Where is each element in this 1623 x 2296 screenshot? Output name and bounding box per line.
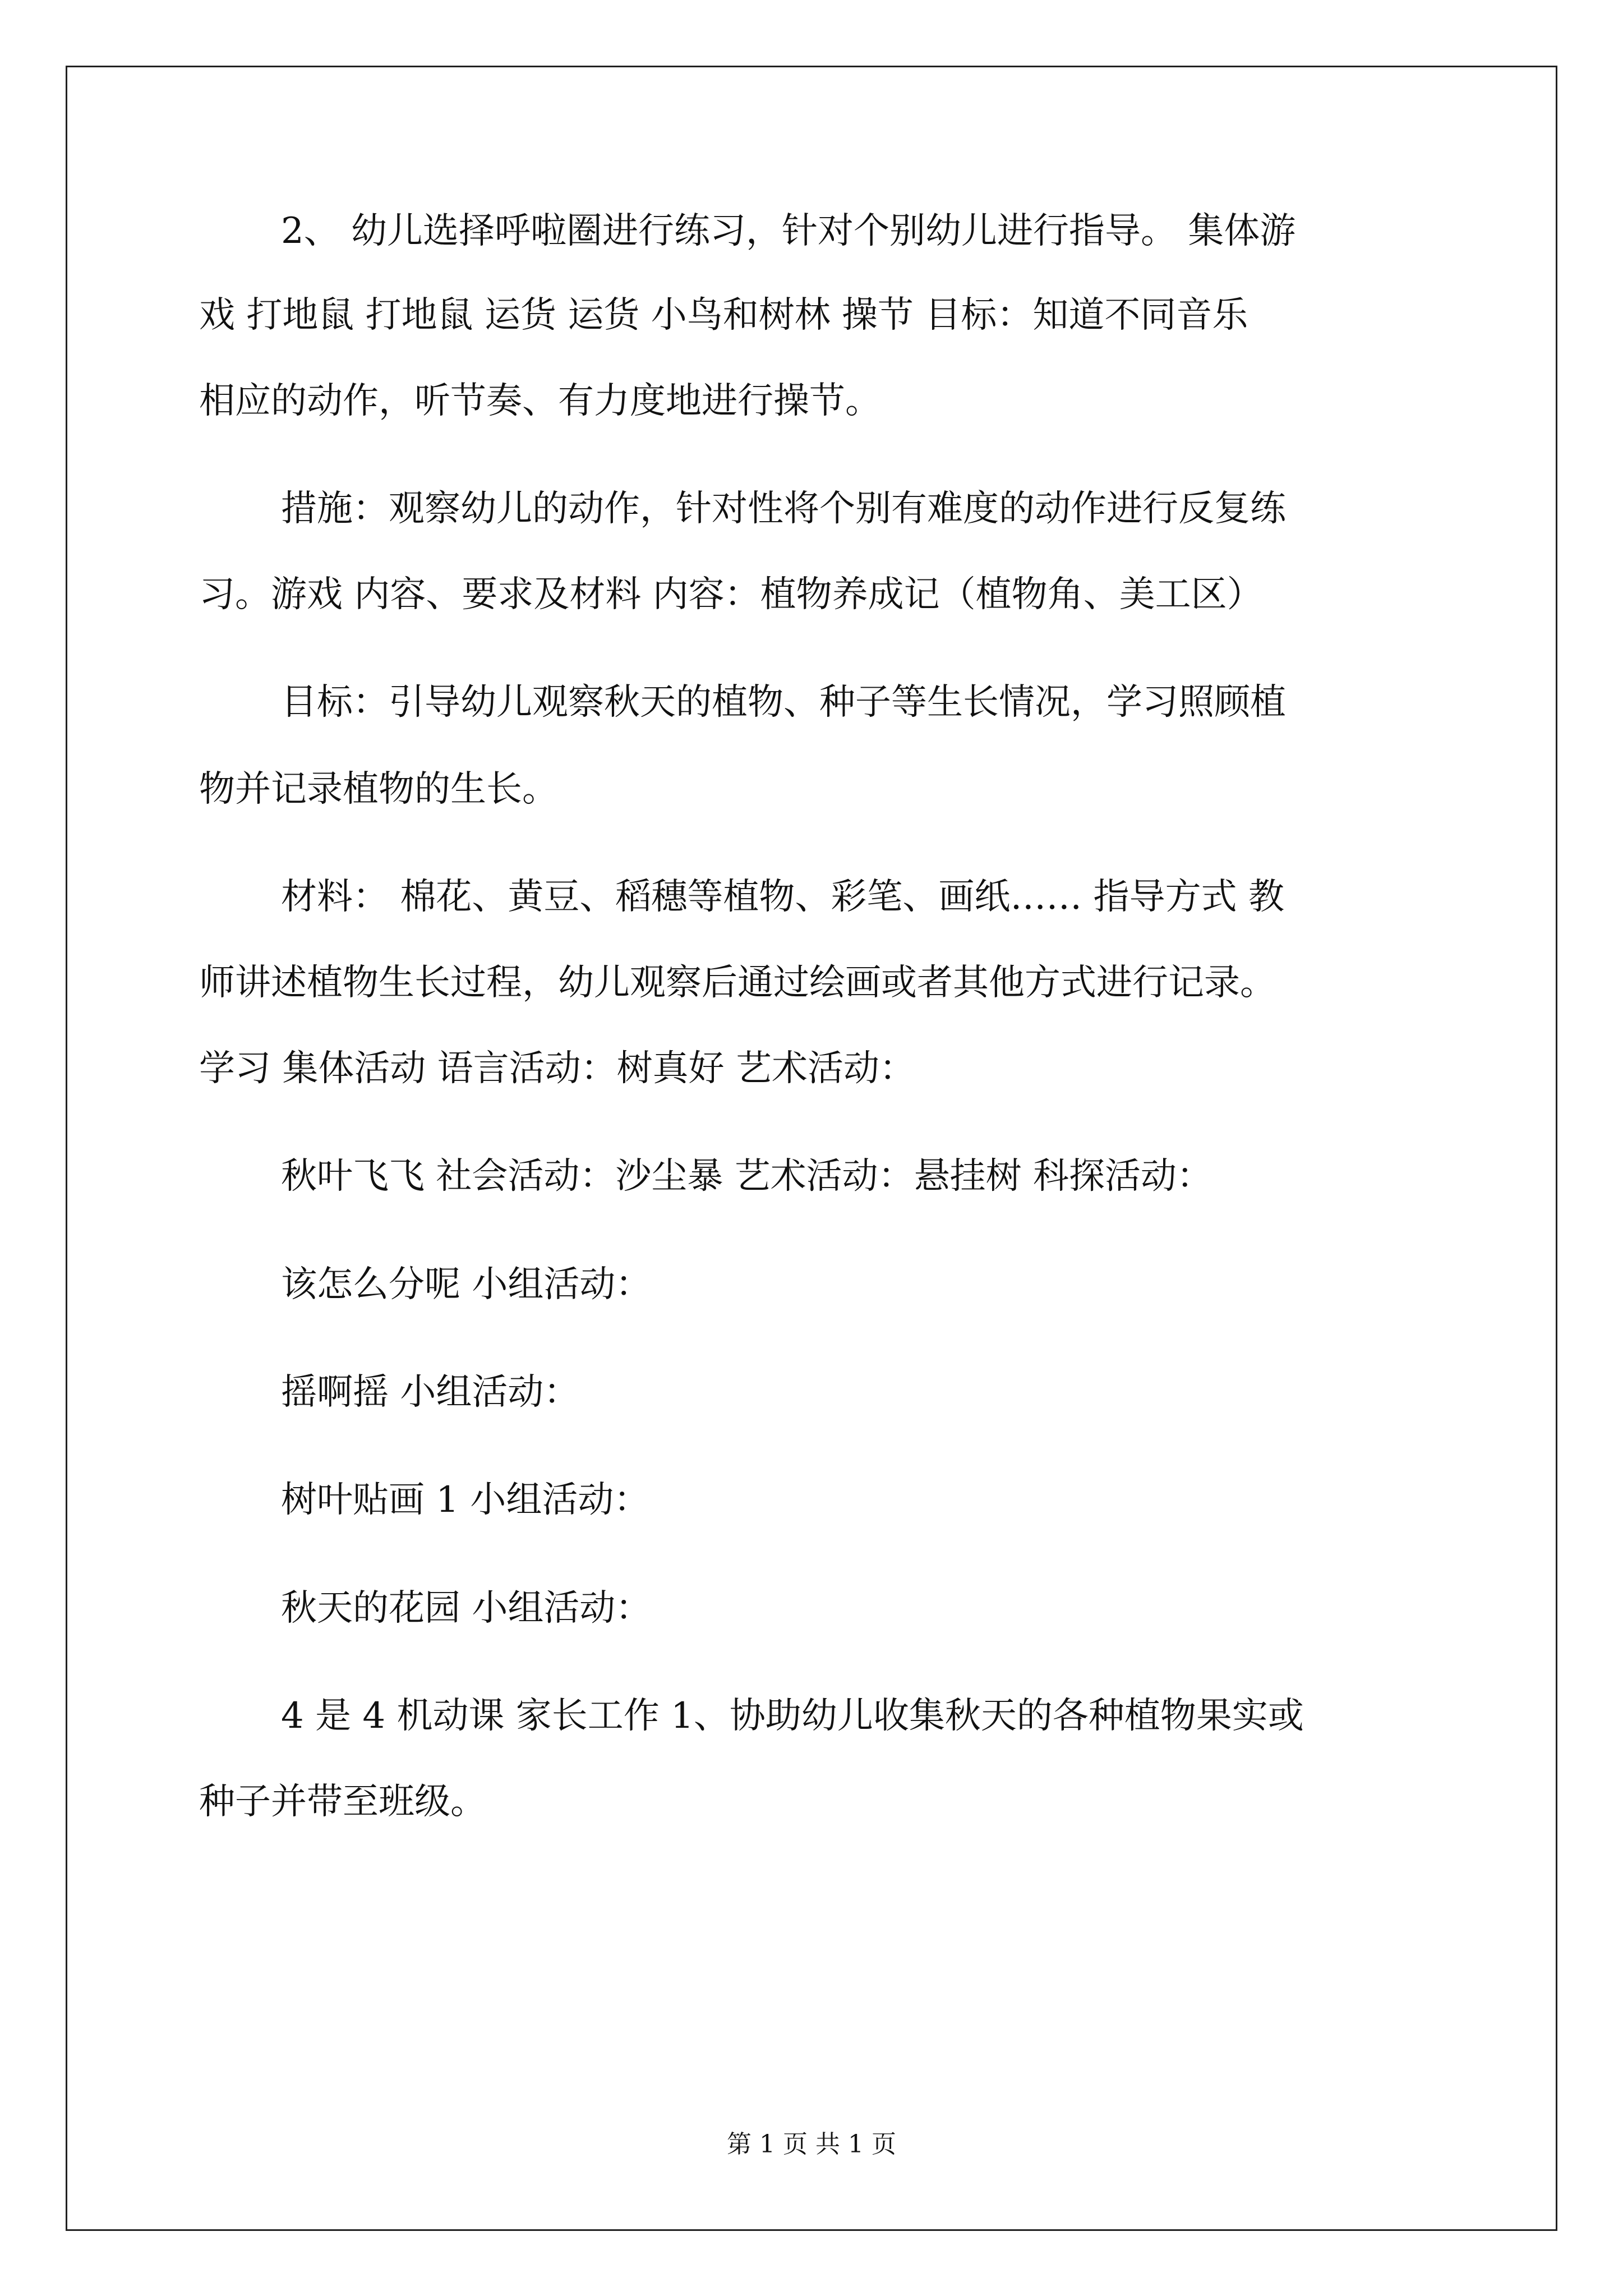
paragraph-line: 目标：引导幼儿观察秋天的植物、种子等生长情况，学习照顾植	[281, 682, 1286, 723]
paragraph-line: 2、 幼儿选择呼啦圈进行练习，针对个别幼儿进行指导。 集体游	[281, 210, 1296, 252]
paragraph-line: 师讲述植物生长过程，幼儿观察后通过绘画或者其他方式进行记录。	[199, 962, 1276, 1004]
paragraph-line: 措施：观察幼儿的动作，针对性将个别有难度的动作进行反复练	[281, 488, 1286, 530]
paragraph-line: 学习 集体活动 语言活动：树真好 艺术活动：	[199, 1048, 916, 1089]
paragraph-line: 相应的动作，听节奏、有力度地进行操节。	[199, 380, 881, 422]
paragraph-line: 材料： 棉花、黄豆、稻穗等植物、彩笔、画纸…… 指导方式 教	[281, 876, 1285, 918]
paragraph-line: 物并记录植物的生长。	[199, 769, 558, 810]
paragraph-line: 戏 打地鼠 打地鼠 运货 运货 小鸟和树林 操节 目标：知道不同音乐	[199, 295, 1248, 336]
paragraph-line: 习。游戏 内容、要求及材料 内容：植物养成记（植物角、美工区）	[199, 574, 1263, 615]
paragraph-line: 4 是 4 机动课 家长工作 1、协助幼儿收集秋天的各种植物果实或	[281, 1695, 1304, 1737]
paragraph-line: 种子并带至班级。	[199, 1781, 486, 1823]
paragraph-line: 树叶贴画 1 小组活动：	[281, 1479, 650, 1521]
paragraph-line: 秋天的花园 小组活动：	[281, 1588, 652, 1629]
paragraph-line: 该怎么分呢 小组活动：	[281, 1264, 652, 1305]
paragraph-line: 秋叶飞飞 社会活动：沙尘暴 艺术活动：悬挂树 科探活动：	[281, 1156, 1213, 1197]
page-number-footer: 第 1 页 共 1 页	[727, 2130, 896, 2159]
paragraph-line: 摇啊摇 小组活动：	[281, 1372, 580, 1413]
